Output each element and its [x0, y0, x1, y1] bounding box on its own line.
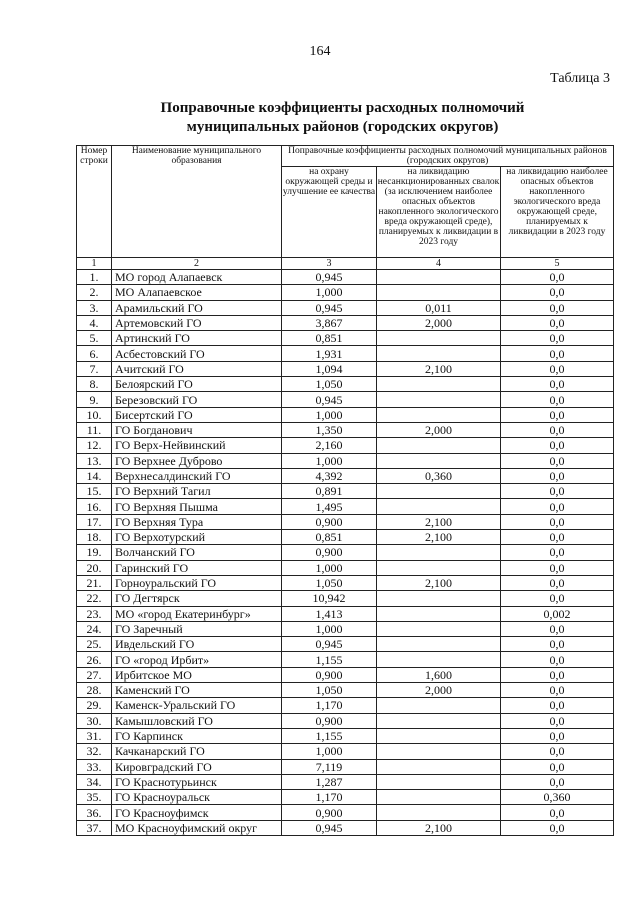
coef-dumps-cell [377, 805, 501, 820]
column-number: 4 [377, 258, 501, 270]
coef-hazard-cell: 0,0 [501, 453, 614, 468]
coef-environment-cell: 1,495 [282, 499, 377, 514]
table-row [77, 637, 614, 652]
row-number-cell: 14. [77, 468, 112, 483]
municipality-name-cell: МО «город Екатеринбург» [112, 606, 282, 621]
municipality-name-cell: ГО Дегтярск [112, 591, 282, 606]
row-number-cell: 17. [77, 514, 112, 529]
municipality-name-cell: Артемовский ГО [112, 315, 282, 330]
row-number-cell: 26. [77, 652, 112, 667]
row-number-cell: 15. [77, 484, 112, 499]
header-row-1 [77, 146, 614, 167]
municipality-name-cell: Горноуральский ГО [112, 575, 282, 590]
coef-hazard-cell: 0,0 [501, 575, 614, 590]
column-number: 5 [501, 258, 614, 270]
coef-dumps-cell [377, 499, 501, 514]
table-row [77, 377, 614, 392]
header-col-3: на охрану окружающей среды и улучшение ее качества [282, 167, 377, 258]
coef-hazard-cell: 0,0 [501, 361, 614, 376]
municipality-name-cell: Белоярский ГО [112, 377, 282, 392]
coef-hazard-cell: 0,360 [501, 790, 614, 805]
coef-environment-cell: 10,942 [282, 591, 377, 606]
column-number: 1 [77, 258, 112, 270]
table-row [77, 652, 614, 667]
coef-environment-cell: 1,000 [282, 621, 377, 636]
coef-environment-cell: 1,155 [282, 652, 377, 667]
municipality-name-cell: ГО Верхняя Тура [112, 514, 282, 529]
table-row [77, 667, 614, 682]
document-title-line-2: муниципальных районов (городских округов) [186, 119, 499, 135]
coef-hazard-cell: 0,0 [501, 422, 614, 437]
page-number: 164 [309, 44, 331, 59]
coef-dumps-cell [377, 438, 501, 453]
row-number-cell: 2. [77, 285, 112, 300]
row-number-cell: 10. [77, 407, 112, 422]
coef-dumps-cell [377, 713, 501, 728]
table-row [77, 744, 614, 759]
coef-hazard-cell: 0,0 [501, 744, 614, 759]
row-number-cell: 25. [77, 637, 112, 652]
coef-environment-cell: 0,945 [282, 820, 377, 835]
row-number-cell: 9. [77, 392, 112, 407]
coef-hazard-cell: 0,0 [501, 652, 614, 667]
table-row [77, 591, 614, 606]
coef-hazard-cell: 0,0 [501, 637, 614, 652]
coef-dumps-cell [377, 484, 501, 499]
municipality-name-cell: Волчанский ГО [112, 545, 282, 560]
coef-hazard-cell: 0,0 [501, 514, 614, 529]
row-number-cell: 27. [77, 667, 112, 682]
row-number-cell: 35. [77, 790, 112, 805]
coef-hazard-cell: 0,0 [501, 774, 614, 789]
coef-dumps-cell [377, 285, 501, 300]
coef-dumps-cell [377, 453, 501, 468]
coef-dumps-cell: 1,600 [377, 667, 501, 682]
coef-dumps-cell [377, 728, 501, 743]
coef-hazard-cell: 0,0 [501, 683, 614, 698]
row-number-cell: 8. [77, 377, 112, 392]
coef-dumps-cell: 0,360 [377, 468, 501, 483]
table-row [77, 438, 614, 453]
coef-hazard-cell: 0,0 [501, 346, 614, 361]
row-number-cell: 22. [77, 591, 112, 606]
row-number-cell: 28. [77, 683, 112, 698]
table-row [77, 514, 614, 529]
municipality-name-cell: Ивдельский ГО [112, 637, 282, 652]
coef-dumps-cell [377, 591, 501, 606]
coef-environment-cell: 0,900 [282, 514, 377, 529]
row-number-cell: 11. [77, 422, 112, 437]
table-row [77, 728, 614, 743]
document-title [100, 99, 585, 137]
table-row [77, 759, 614, 774]
row-number-cell: 7. [77, 361, 112, 376]
row-number-cell: 29. [77, 698, 112, 713]
row-number-cell: 33. [77, 759, 112, 774]
row-number-cell: 21. [77, 575, 112, 590]
table-row [77, 621, 614, 636]
coef-dumps-cell: 2,000 [377, 315, 501, 330]
municipality-name-cell: МО город Алапаевск [112, 270, 282, 285]
column-number: 2 [112, 258, 282, 270]
row-number-cell: 20. [77, 560, 112, 575]
table-row [77, 560, 614, 575]
coef-dumps-cell [377, 621, 501, 636]
municipality-name-cell: МО Алапаевское [112, 285, 282, 300]
coef-hazard-cell: 0,0 [501, 667, 614, 682]
row-number-cell: 12. [77, 438, 112, 453]
coef-environment-cell: 0,945 [282, 270, 377, 285]
table-row [77, 468, 614, 483]
coef-dumps-cell: 2,000 [377, 422, 501, 437]
table-row [77, 346, 614, 361]
table-row [77, 407, 614, 422]
coef-environment-cell: 3,867 [282, 315, 377, 330]
row-number-cell: 31. [77, 728, 112, 743]
municipality-name-cell: Каменский ГО [112, 683, 282, 698]
coef-environment-cell: 1,350 [282, 422, 377, 437]
coef-dumps-cell [377, 698, 501, 713]
table-row [77, 315, 614, 330]
row-number-cell: 24. [77, 621, 112, 636]
municipality-name-cell: Камышловский ГО [112, 713, 282, 728]
column-numbers-row [77, 258, 614, 270]
table-row [77, 453, 614, 468]
coef-dumps-cell: 2,000 [377, 683, 501, 698]
coef-environment-cell: 1,000 [282, 744, 377, 759]
coef-dumps-cell: 2,100 [377, 530, 501, 545]
municipality-name-cell: Асбестовский ГО [112, 346, 282, 361]
table-row [77, 683, 614, 698]
coef-hazard-cell: 0,0 [501, 438, 614, 453]
coef-environment-cell: 1,000 [282, 285, 377, 300]
row-number-cell: 34. [77, 774, 112, 789]
coef-hazard-cell: 0,0 [501, 285, 614, 300]
header-name: Наименование муниципального образования [112, 146, 282, 258]
municipality-name-cell: Качканарский ГО [112, 744, 282, 759]
table-row [77, 713, 614, 728]
municipality-name-cell: ГО Верхнее Дуброво [112, 453, 282, 468]
row-number-cell: 6. [77, 346, 112, 361]
row-number-cell: 23. [77, 606, 112, 621]
coef-environment-cell: 1,287 [282, 774, 377, 789]
municipality-name-cell: Кировградский ГО [112, 759, 282, 774]
coef-dumps-cell [377, 560, 501, 575]
table-row [77, 530, 614, 545]
municipality-name-cell: Ирбитское МО [112, 667, 282, 682]
coef-hazard-cell: 0,0 [501, 805, 614, 820]
table-row [77, 499, 614, 514]
coef-dumps-cell [377, 377, 501, 392]
header-group: Поправочные коэффициенты расходных полномочий муниципальных районов (городских округов) [282, 146, 614, 167]
coef-environment-cell: 1,170 [282, 698, 377, 713]
coef-dumps-cell [377, 759, 501, 774]
header-col-5: на ликвидацию наиболее опасных объектов накопленного экологического вреда окружающей среде, планируемых к ликвидации в 2023 году [501, 167, 614, 258]
coef-environment-cell: 1,000 [282, 453, 377, 468]
table-row [77, 392, 614, 407]
coef-dumps-cell: 2,100 [377, 361, 501, 376]
row-number-cell: 32. [77, 744, 112, 759]
coef-environment-cell: 1,413 [282, 606, 377, 621]
row-number-cell: 18. [77, 530, 112, 545]
municipality-name-cell: ГО Верхний Тагил [112, 484, 282, 499]
row-number-cell: 13. [77, 453, 112, 468]
coef-dumps-cell: 2,100 [377, 575, 501, 590]
table-row [77, 361, 614, 376]
column-number: 3 [282, 258, 377, 270]
coef-environment-cell: 4,392 [282, 468, 377, 483]
coef-hazard-cell: 0,0 [501, 468, 614, 483]
coef-hazard-cell: 0,002 [501, 606, 614, 621]
municipality-name-cell: ГО Краснотурьинск [112, 774, 282, 789]
municipality-name-cell: Ачитский ГО [112, 361, 282, 376]
municipality-name-cell: ГО Верх-Нейвинский [112, 438, 282, 453]
coef-environment-cell: 0,851 [282, 331, 377, 346]
municipality-name-cell: ГО Заречный [112, 621, 282, 636]
header-row-number: Номер строки [77, 146, 112, 258]
coef-environment-cell: 0,900 [282, 667, 377, 682]
coef-environment-cell: 0,945 [282, 637, 377, 652]
table-row [77, 300, 614, 315]
coef-hazard-cell: 0,0 [501, 530, 614, 545]
coef-dumps-cell: 2,100 [377, 514, 501, 529]
coef-environment-cell: 1,931 [282, 346, 377, 361]
coef-environment-cell: 0,891 [282, 484, 377, 499]
row-number-cell: 30. [77, 713, 112, 728]
table-row [77, 805, 614, 820]
row-number-cell: 37. [77, 820, 112, 835]
municipality-name-cell: ГО Красноуральск [112, 790, 282, 805]
table-row [77, 820, 614, 835]
header-col-4: на ликвидацию несанкционированных свалок (за исключением наиболее опасных объектов накопленного экологического вреда окружающей среде), планируемых к ликвидации в 2023 году [377, 167, 501, 258]
coef-hazard-cell: 0,0 [501, 392, 614, 407]
coef-environment-cell: 2,160 [282, 438, 377, 453]
coef-dumps-cell [377, 637, 501, 652]
municipality-name-cell: Березовский ГО [112, 392, 282, 407]
coef-environment-cell: 0,851 [282, 530, 377, 545]
coef-environment-cell: 0,945 [282, 300, 377, 315]
municipality-name-cell: ГО «город Ирбит» [112, 652, 282, 667]
municipality-name-cell: Гаринский ГО [112, 560, 282, 575]
coef-environment-cell: 1,050 [282, 377, 377, 392]
coef-environment-cell: 1,050 [282, 575, 377, 590]
municipality-name-cell: МО Красноуфимский округ [112, 820, 282, 835]
coef-hazard-cell: 0,0 [501, 407, 614, 422]
coef-hazard-cell: 0,0 [501, 499, 614, 514]
table-row [77, 774, 614, 789]
coef-hazard-cell: 0,0 [501, 484, 614, 499]
row-number-cell: 19. [77, 545, 112, 560]
coef-dumps-cell [377, 545, 501, 560]
coef-hazard-cell: 0,0 [501, 728, 614, 743]
coefficients-table [76, 145, 614, 836]
coef-environment-cell: 0,900 [282, 713, 377, 728]
document-title-line-1: Поправочные коэффициенты расходных полномочий [160, 100, 525, 116]
municipality-name-cell: ГО Верхняя Пышма [112, 499, 282, 514]
coef-dumps-cell [377, 774, 501, 789]
coef-dumps-cell [377, 392, 501, 407]
municipality-name-cell: ГО Красноуфимск [112, 805, 282, 820]
table-row [77, 270, 614, 285]
coef-environment-cell: 0,900 [282, 545, 377, 560]
coef-environment-cell: 0,900 [282, 805, 377, 820]
coef-hazard-cell: 0,0 [501, 820, 614, 835]
municipality-name-cell: Каменск-Уральский ГО [112, 698, 282, 713]
municipality-name-cell: Артинский ГО [112, 331, 282, 346]
coef-hazard-cell: 0,0 [501, 331, 614, 346]
coef-dumps-cell [377, 270, 501, 285]
coef-environment-cell: 1,000 [282, 407, 377, 422]
coef-hazard-cell: 0,0 [501, 300, 614, 315]
municipality-name-cell: Арамильский ГО [112, 300, 282, 315]
coef-dumps-cell: 2,100 [377, 820, 501, 835]
table-row [77, 698, 614, 713]
coef-hazard-cell: 0,0 [501, 591, 614, 606]
coef-environment-cell: 1,000 [282, 560, 377, 575]
table-label: Таблица 3 [550, 71, 610, 86]
coef-hazard-cell: 0,0 [501, 315, 614, 330]
coef-hazard-cell: 0,0 [501, 560, 614, 575]
coef-environment-cell: 7,119 [282, 759, 377, 774]
row-number-cell: 3. [77, 300, 112, 315]
municipality-name-cell: ГО Карпинск [112, 728, 282, 743]
coef-environment-cell: 1,170 [282, 790, 377, 805]
municipality-name-cell: ГО Верхотурский [112, 530, 282, 545]
coef-hazard-cell: 0,0 [501, 698, 614, 713]
coef-dumps-cell: 0,011 [377, 300, 501, 315]
table-row [77, 790, 614, 805]
table-row [77, 422, 614, 437]
coef-dumps-cell [377, 346, 501, 361]
municipality-name-cell: Бисертский ГО [112, 407, 282, 422]
row-number-cell: 36. [77, 805, 112, 820]
coef-hazard-cell: 0,0 [501, 545, 614, 560]
municipality-name-cell: Верхнесалдинский ГО [112, 468, 282, 483]
coef-environment-cell: 0,945 [282, 392, 377, 407]
row-number-cell: 5. [77, 331, 112, 346]
coef-environment-cell: 1,155 [282, 728, 377, 743]
table-row [77, 285, 614, 300]
coef-dumps-cell [377, 790, 501, 805]
table-row [77, 575, 614, 590]
row-number-cell: 1. [77, 270, 112, 285]
row-number-cell: 16. [77, 499, 112, 514]
coef-dumps-cell [377, 744, 501, 759]
coef-hazard-cell: 0,0 [501, 377, 614, 392]
table-row [77, 606, 614, 621]
municipality-name-cell: ГО Богданович [112, 422, 282, 437]
coef-dumps-cell [377, 331, 501, 346]
coef-hazard-cell: 0,0 [501, 713, 614, 728]
coef-environment-cell: 1,050 [282, 683, 377, 698]
coef-dumps-cell [377, 407, 501, 422]
coef-hazard-cell: 0,0 [501, 270, 614, 285]
coef-dumps-cell [377, 652, 501, 667]
coef-hazard-cell: 0,0 [501, 621, 614, 636]
coef-dumps-cell [377, 606, 501, 621]
coef-hazard-cell: 0,0 [501, 759, 614, 774]
row-number-cell: 4. [77, 315, 112, 330]
coef-environment-cell: 1,094 [282, 361, 377, 376]
table-row [77, 484, 614, 499]
table-row [77, 331, 614, 346]
table-row [77, 545, 614, 560]
